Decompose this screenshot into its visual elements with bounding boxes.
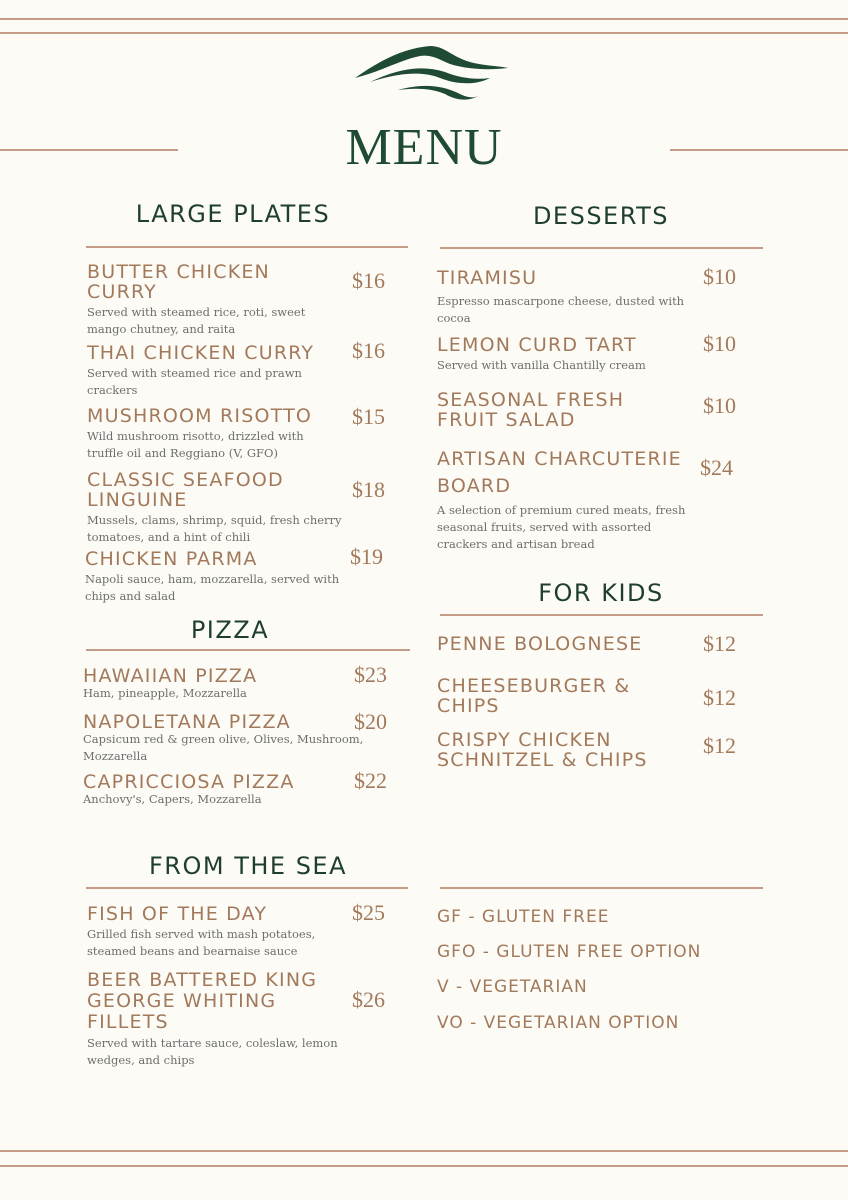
menu-title: MENU — [345, 119, 503, 176]
item-description: Ham, pineapple, Mozzarella — [83, 686, 247, 700]
item-price: $19 — [350, 544, 383, 569]
legend-rule — [440, 887, 763, 889]
item-description: Served with tartare sauce, coleslaw, lemon wedges, and chips — [87, 1036, 338, 1067]
legend-gfo: GFO - GLUTEN FREE OPTION — [437, 942, 702, 962]
menu-item-cheeseburger-chips — [437, 676, 657, 716]
menu-item-crispy-chicken-schnitzel — [437, 730, 677, 770]
item-price: $25 — [352, 900, 385, 925]
item-description: Napoli sauce, ham, mozzarella, served with chips and salad — [85, 572, 340, 603]
item-name: BUTTER CHICKEN CURRY — [87, 261, 270, 303]
item-name: SEASONAL FRESH FRUIT SALAD — [437, 389, 625, 431]
menu-item-penne-bolognese — [437, 634, 697, 654]
item-name: MUSHROOM RISOTTO — [87, 405, 313, 427]
item-description: A selection of premium cured meats, fresh seasonal fruits, served with assorted crackers and artisan bread — [437, 503, 686, 551]
menu-item-beer-battered-whiting — [87, 970, 342, 1069]
item-name: CLASSIC SEAFOOD LINGUINE — [87, 469, 284, 511]
bottom-border-line-2 — [0, 1165, 848, 1167]
bottom-border-line-1 — [0, 1150, 848, 1152]
item-description: Served with vanilla Chantilly cream — [437, 358, 646, 372]
item-price: $12 — [703, 733, 736, 758]
legend-v: V - VEGETARIAN — [437, 977, 588, 997]
menu-item-thai-chicken-curry — [87, 343, 327, 399]
item-name: FISH OF THE DAY — [87, 903, 268, 925]
menu-item-classic-seafood-linguine — [87, 470, 347, 546]
section-rule-desserts — [440, 247, 763, 249]
item-name: LEMON CURD TART — [437, 334, 637, 356]
section-rule-for-kids — [440, 614, 763, 616]
item-description: Capsicum red & green olive, Olives, Mushroom, Mozzarella — [83, 732, 364, 763]
menu-item-mushroom-risotto — [87, 406, 337, 462]
menu-item-napoletana-pizza — [83, 712, 368, 765]
item-description: Anchovy's, Capers, Mozzarella — [83, 792, 262, 806]
mountain-wave-logo-icon — [350, 40, 510, 102]
section-rule-large-plates — [86, 246, 408, 248]
item-price: $10 — [703, 331, 736, 356]
menu-item-chicken-parma — [85, 549, 347, 605]
section-heading-desserts: DESSERTS — [532, 202, 670, 230]
section-heading-pizza: PIZZA — [190, 616, 270, 644]
menu-item-seasonal-fruit-salad — [437, 390, 657, 430]
item-price: $22 — [354, 768, 387, 793]
section-heading-large-plates: LARGE PLATES — [135, 200, 331, 228]
section-rule-from-the-sea — [86, 887, 408, 889]
top-border-line-2 — [0, 32, 848, 34]
legend-vo: VO - VEGETARIAN OPTION — [437, 1013, 680, 1033]
item-name: CRISPY CHICKEN SCHNITZEL & CHIPS — [437, 729, 648, 771]
menu-item-butter-chicken-curry — [87, 262, 347, 338]
item-price: $10 — [703, 264, 736, 289]
item-name: BEER BATTERED KING GEORGE WHITING FILLETS — [87, 969, 318, 1033]
item-name: CHEESEBURGER & CHIPS — [437, 675, 631, 717]
item-price: $24 — [700, 455, 733, 480]
item-description: Served with steamed rice and prawn crackers — [87, 366, 302, 397]
item-price: $12 — [703, 631, 736, 656]
item-price: $16 — [352, 268, 385, 293]
item-name: PENNE BOLOGNESE — [437, 633, 643, 655]
item-name: TIRAMISU — [437, 267, 538, 289]
item-description: Wild mushroom risotto, drizzled with truffle oil and Reggiano (V, GFO) — [87, 429, 304, 460]
item-price: $12 — [703, 685, 736, 710]
item-price: $23 — [354, 662, 387, 687]
item-price: $15 — [352, 404, 385, 429]
menu-item-artisan-charcuterie-board — [437, 446, 695, 553]
menu-item-hawaiian-pizza — [83, 666, 353, 702]
top-border-line-1 — [0, 18, 848, 20]
item-price: $20 — [354, 709, 387, 734]
item-price: $16 — [352, 338, 385, 363]
item-description: Grilled fish served with mash potatoes, steamed beans and bearnaise sauce — [87, 927, 316, 958]
item-price: $26 — [352, 987, 385, 1012]
item-name: CAPRICCIOSA PIZZA — [83, 771, 295, 793]
item-description: Espresso mascarpone cheese, dusted with cocoa — [437, 294, 685, 325]
section-heading-for-kids: FOR KIDS — [538, 579, 664, 607]
item-price: $18 — [352, 477, 385, 502]
item-description: Served with steamed rice, roti, sweet mango chutney, and raita — [87, 305, 306, 336]
menu-item-fish-of-the-day — [87, 904, 337, 960]
menu-item-lemon-curd-tart — [437, 335, 695, 374]
legend-gf: GF - GLUTEN FREE — [437, 907, 610, 927]
item-name: THAI CHICKEN CURRY — [87, 342, 315, 364]
item-name: NAPOLETANA PIZZA — [83, 711, 291, 733]
item-description: Mussels, clams, shrimp, squid, fresh cherry tomatoes, and a hint of chili — [87, 513, 342, 544]
section-heading-from-the-sea: FROM THE SEA — [148, 852, 348, 880]
item-name: HAWAIIAN PIZZA — [83, 665, 258, 687]
menu-item-tiramisu — [437, 268, 695, 327]
item-name: CHICKEN PARMA — [85, 548, 258, 570]
item-price: $10 — [703, 393, 736, 418]
section-rule-pizza — [86, 649, 410, 651]
menu-item-capricciosa-pizza — [83, 772, 353, 808]
item-name: ARTISAN CHARCUTERIE BOARD — [437, 448, 682, 497]
